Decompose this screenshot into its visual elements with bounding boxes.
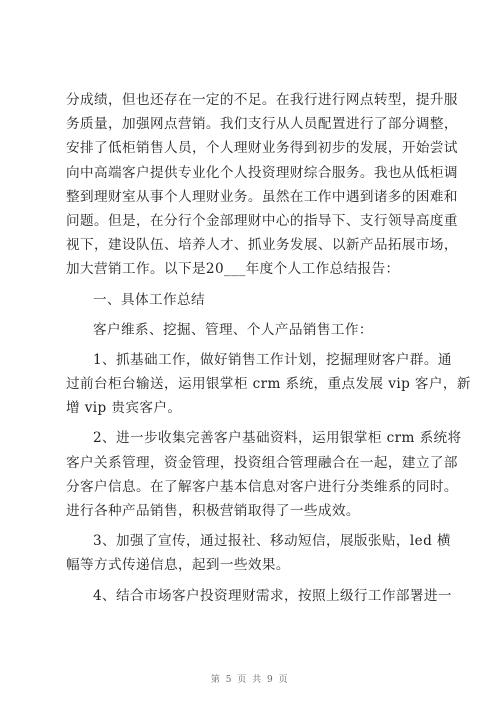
text-line: 分成绩，但也还存在一定的不足。在我行进行网点转型，提升服 (66, 92, 458, 108)
text-line: 问题。但是，在分行个金部理财中心的指导下、支行领导高度重 (66, 212, 458, 229)
text-line: 一、具体工作总结 (93, 291, 205, 308)
paragraph (66, 426, 462, 523)
page-number-footer: 第 5 页 共 9 页 (210, 675, 290, 685)
paragraph (66, 348, 471, 421)
text-line: 4、结合市场客户投资理财需求，按照上级行工作部署进一 (93, 587, 452, 604)
text-line: 向中高端客户提供专业化个人投资理财综合服务。我也从低柜调 (66, 164, 458, 181)
document-body (66, 88, 471, 608)
paragraph (66, 318, 436, 342)
paragraph (66, 88, 458, 282)
text-line: 2、进一步收集完善客户基础资料，运用银掌柜 crm 系统将 (93, 430, 462, 447)
text-line: 过前台柜台输送，运用银掌柜 crm 系统，重点发展 vip 客户，新 (66, 376, 471, 393)
text-line: 整到理财室从事个人理财业务。虽然在工作中遇到诸多的困难和 (66, 188, 458, 205)
text-line: 安排了低柜销售人员，个人理财业务得到初步的发展，开始尝试 (66, 140, 458, 157)
paragraph (66, 529, 451, 577)
paragraph (66, 584, 452, 608)
text-line: 客户关系管理，资金管理，投资组合管理融合在一起，建立了部 (66, 454, 458, 471)
text-line: 进行各种产品销售，积极营销取得了一些成效。 (66, 503, 360, 519)
text-line: 加大营销工作。以下是20___年度个人工作总结报告： (66, 261, 400, 278)
text-line: 务质量，加强网点营销。我们支行从人员配置进行了部分调整， (66, 116, 458, 133)
text-line: 1、抓基础工作，做好销售工作计划，挖掘理财客户群。通 (93, 351, 452, 368)
section-heading (66, 288, 436, 312)
text-line: 幅等方式传递信息，起到一些效果。 (66, 557, 290, 574)
text-line: 分客户信息。在了解客户基本信息对客户进行分类维系的同时。 (66, 478, 458, 495)
text-line: 3、加强了宣传，通过报社、移动短信，展版张贴，led 横 (93, 533, 451, 550)
text-line: 增 vip 贵宾客户。 (66, 400, 182, 417)
text-line: 视下，建设队伍、培养人才、抓业务发展、以新产品拓展市场， (66, 237, 458, 254)
text-line: 客户维系、挖掘、管理、个人产品销售工作： (93, 321, 373, 338)
